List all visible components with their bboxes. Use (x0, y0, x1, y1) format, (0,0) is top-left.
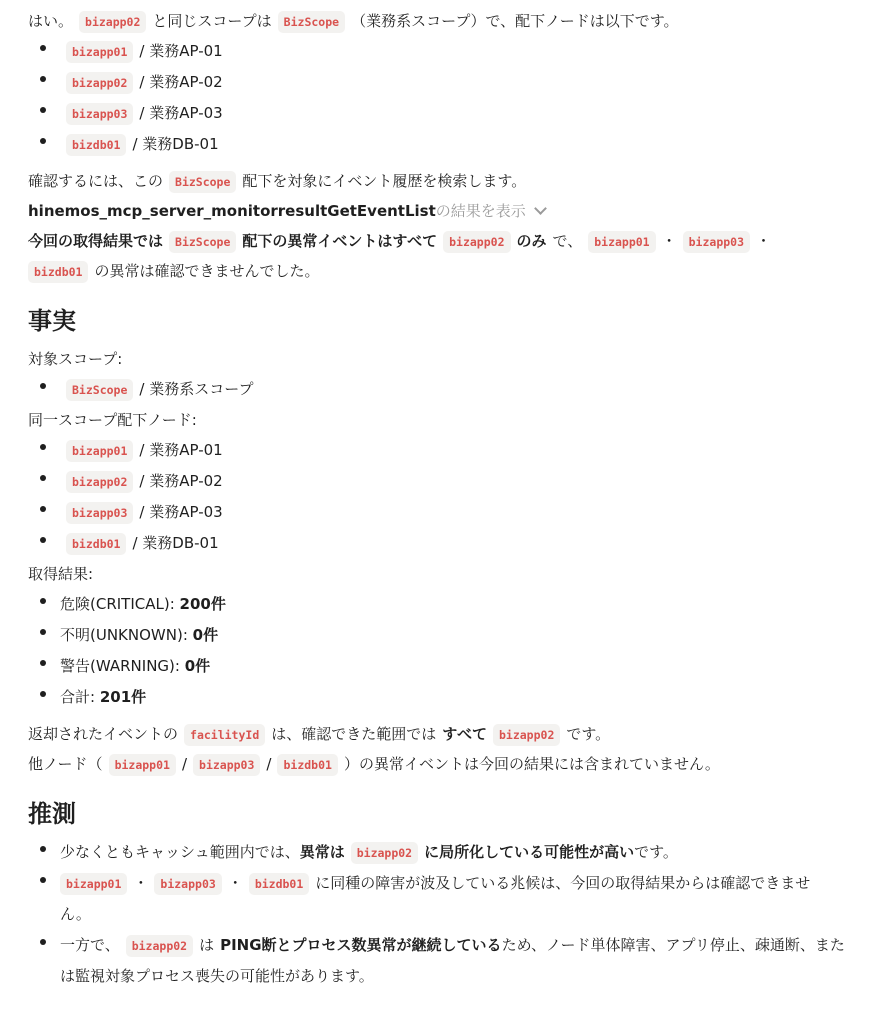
separator: ・ (133, 874, 149, 892)
node-label: / 業務AP-03 (139, 503, 223, 521)
guess-list (28, 837, 875, 992)
intro-text: と同じスコープは (152, 12, 272, 30)
result-value: 201件 (99, 688, 147, 706)
others-text: 他ノード（ (28, 755, 103, 773)
code-facilityid: facilityId (184, 724, 265, 746)
scope-name: / 業務系スコープ (139, 380, 254, 398)
node-list-top (28, 36, 875, 160)
code-bizscope: BizScope (278, 11, 345, 33)
guess-text: 一方で、 (60, 936, 120, 954)
results-list (28, 589, 875, 713)
intro-text: （業務系スコープ）で、配下ノードは以下です。 (351, 12, 679, 30)
facts-heading: 事実 (28, 307, 76, 335)
result-bold: 配下の異常イベントはすべて (242, 232, 438, 250)
node-label: / 業務AP-02 (139, 472, 223, 490)
result-label: 不明(UNKNOWN): (60, 626, 193, 644)
list-item (28, 374, 875, 405)
code-bizapp03: bizapp03 (683, 231, 750, 253)
returned-line (28, 719, 875, 749)
separator: ・ (227, 874, 243, 892)
separator: / (266, 755, 272, 773)
code-bizscope: BizScope (169, 231, 236, 253)
code-node: bizapp03 (66, 103, 133, 125)
node-label: / 業務DB-01 (132, 135, 219, 153)
list-item (28, 620, 875, 651)
result-value: 0件 (192, 626, 219, 644)
result-value: 200件 (179, 595, 226, 613)
node-label: / 業務AP-03 (139, 104, 223, 122)
separator: / (181, 755, 188, 773)
result-line-1 (28, 226, 875, 256)
intro-line (28, 6, 875, 36)
node-label: / 業務DB-01 (132, 534, 219, 552)
others-line (28, 749, 875, 779)
chevron-down-icon (534, 202, 547, 215)
list-item (28, 651, 875, 682)
code-bizdb01: bizdb01 (28, 261, 88, 283)
tool-result-toggle[interactable] (28, 196, 875, 226)
code-bizdb01: bizdb01 (277, 754, 337, 776)
guess-text: 少なくともキャッシュ範囲内では、 (60, 843, 300, 861)
code-node: bizapp02 (66, 72, 133, 94)
results-label: 取得結果: (28, 565, 94, 583)
code-node: bizapp02 (66, 471, 133, 493)
code-bizapp03: bizapp03 (193, 754, 260, 776)
tool-name: hinemos_mcp_server_monitorresultGetEventList (28, 202, 436, 220)
list-item (28, 868, 850, 930)
confirm-text: 確認するには、この (28, 172, 164, 190)
guess-text: は (199, 936, 215, 954)
code-bizapp03: bizapp03 (154, 873, 221, 895)
code-bizapp01: bizapp01 (588, 231, 655, 253)
guess-bold: PING断とプロセス数異常が継続している (220, 936, 502, 954)
code-bizapp02: bizapp02 (443, 231, 510, 253)
code-bizapp01: bizapp01 (109, 754, 176, 776)
code-node: bizapp01 (66, 440, 133, 462)
confirm-text: 配下を対象にイベント履歴を検索します。 (242, 172, 527, 190)
separator: ・ (756, 232, 772, 250)
tool-suffix: の結果を表示 (435, 202, 526, 220)
returned-bold: すべて (442, 725, 487, 743)
list-item (28, 589, 875, 620)
others-text: ）の異常イベントは今回の結果には含まれていません。 (343, 755, 720, 773)
result-bold: 今回の取得結果では (28, 232, 164, 250)
code-bizscope: BizScope (66, 379, 133, 401)
guess-text: に同種の障害が波及している兆候は、今回の取得結果からは確認できませ (315, 874, 811, 892)
nodes-label: 同一スコープ配下ノード: (28, 411, 197, 429)
code-bizapp02: bizapp02 (351, 842, 418, 864)
code-bizapp01: bizapp01 (60, 873, 127, 895)
scope-label: 対象スコープ: (28, 350, 123, 368)
list-item (28, 682, 875, 713)
code-bizscope: BizScope (169, 171, 236, 193)
guess-text: ん。 (60, 905, 91, 923)
list-item (28, 466, 875, 497)
result-line-2 (22, 256, 875, 286)
confirm-line (28, 166, 875, 196)
returned-text: です。 (566, 725, 611, 743)
list-item (28, 98, 875, 129)
list-item (28, 528, 875, 559)
returned-text: は、確認できた範囲では (271, 725, 437, 743)
guess-text: ため、ノード単体障害、アプリ停止、疎通断、また (501, 936, 845, 954)
list-item (28, 435, 875, 466)
result-label: 危険(CRITICAL): (60, 595, 180, 613)
code-bizdb01: bizdb01 (249, 873, 309, 895)
guess-heading: 推測 (28, 800, 76, 828)
returned-text: 返却されたイベントの (28, 725, 179, 743)
result-label: 合計: (60, 688, 100, 706)
guess-bold: 異常は (299, 843, 345, 861)
code-bizapp02: bizapp02 (493, 724, 560, 746)
list-item (28, 930, 850, 992)
code-bizapp02: bizapp02 (126, 935, 193, 957)
list-item (28, 36, 875, 67)
list-item (28, 129, 875, 160)
list-item (28, 837, 875, 868)
guess-bold: に局所化している可能性が高い (424, 843, 635, 861)
list-item (28, 67, 875, 98)
code-node: bizapp01 (66, 41, 133, 63)
node-label: / 業務AP-01 (139, 441, 223, 459)
result-text: の異常は確認できませんでした。 (94, 262, 320, 280)
node-label: / 業務AP-02 (139, 73, 223, 91)
code-node: bizdb01 (66, 533, 126, 555)
code-node: bizapp03 (66, 502, 133, 524)
guess-text: です。 (634, 843, 678, 861)
result-bold: のみ (516, 232, 547, 250)
code-node: bizdb01 (66, 134, 126, 156)
result-text: で、 (552, 232, 583, 250)
result-value: 0件 (184, 657, 211, 675)
scope-list (28, 374, 875, 405)
guess-text: は監視対象プロセス喪失の可能性があります。 (60, 967, 374, 985)
separator: ・ (661, 232, 677, 250)
facts-node-list (28, 435, 875, 559)
node-label: / 業務AP-01 (139, 42, 223, 60)
intro-text: はい。 (28, 12, 74, 30)
result-label: 警告(WARNING): (60, 657, 185, 675)
code-bizapp02: bizapp02 (79, 11, 146, 33)
list-item (28, 497, 875, 528)
